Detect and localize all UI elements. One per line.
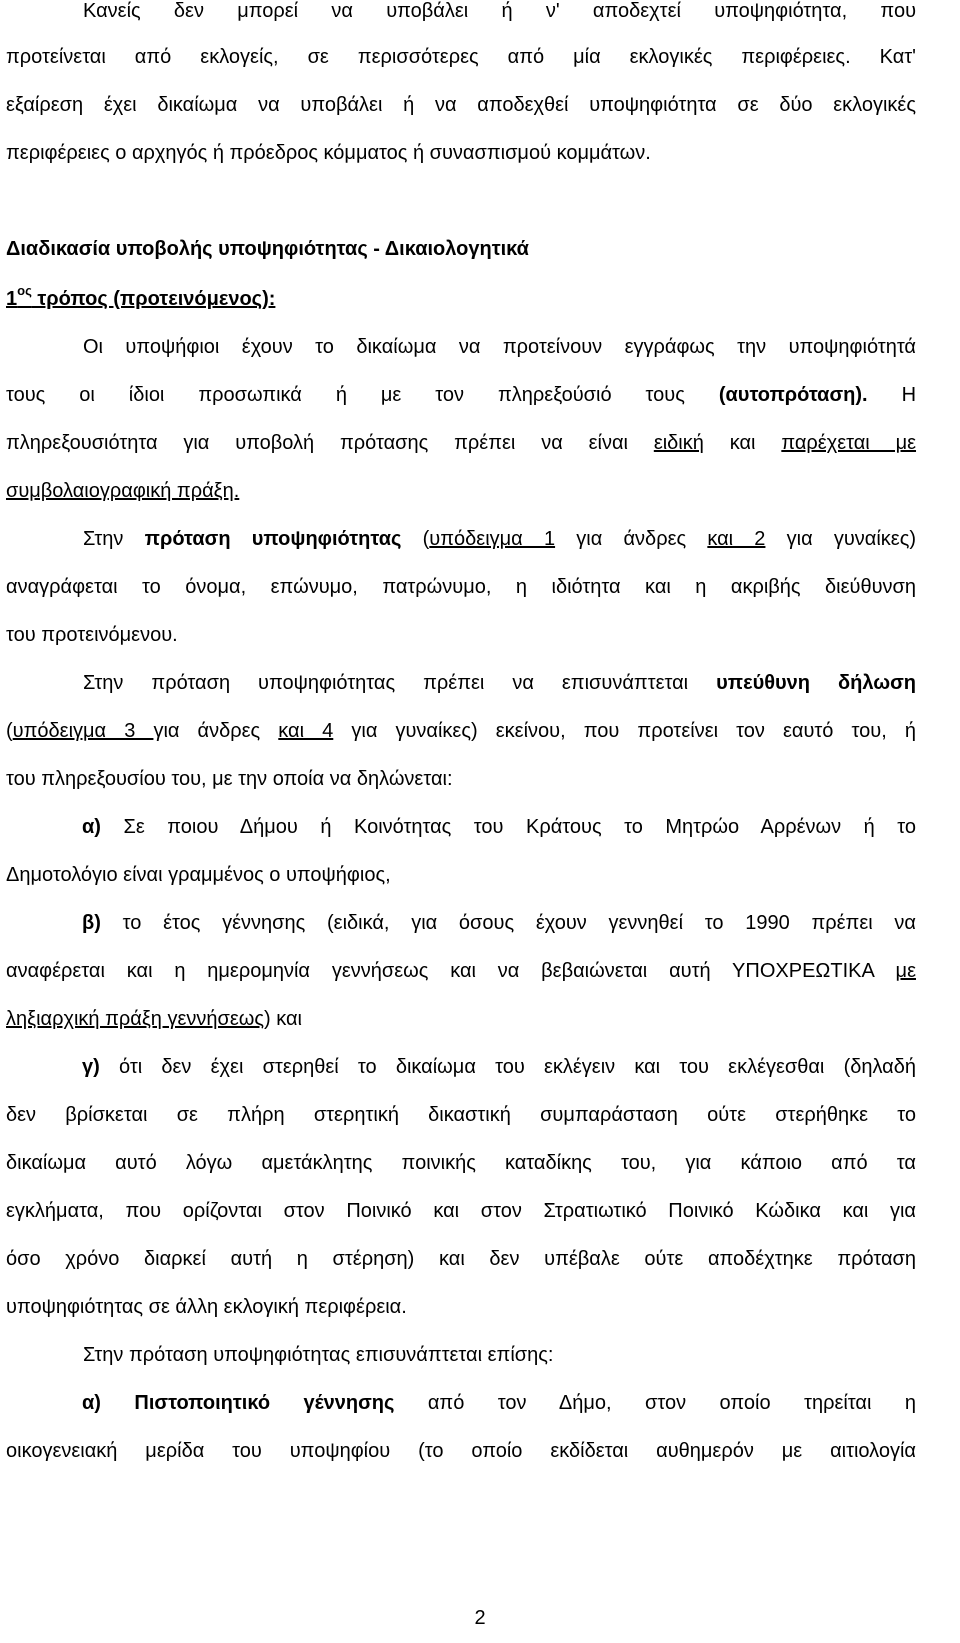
text-line: υποψηφιότητας σε άλλη εκλογική περιφέρεια. [6, 1296, 407, 1318]
text-line: αναφέρεται και η ημερομηνία γεννήσεως και να βεβαιώνεται αυτή ΥΠΟΧΡΕΩΤΙΚΑ με [6, 960, 916, 982]
list-item-c: γ) ότι δεν έχει στερηθεί το δικαίωμα του εκλέγειν και του εκλέγεσθαι (δηλαδή [82, 1056, 917, 1078]
text-line: Στην πρόταση υποψηφιότητας πρέπει να επισυνάπτεται υπεύθυνη δήλωση [83, 672, 917, 694]
list-item-cert: α) Πιστοποιητικό γέννησης από τον Δήμο, στον οποίο τηρείται η [82, 1392, 916, 1414]
text-line: εξαίρεση έχει δικαίωμα να υποβάλει ή να αποδεχθεί υποψηφιότητα σε δύο εκλογικές [6, 94, 916, 116]
text-line: Οι υποψήφιοι έχουν το δικαίωμα να προτείνουν εγγράφως την υποψηφιότητά [83, 336, 916, 358]
text-line: συμβολαιογραφική πράξη. [6, 480, 240, 502]
page-number: 2 [474, 1607, 486, 1629]
text-line: οικογενειακή μερίδα του υποψηφίου (το οποίο εκδίδεται αυθημερόν με αιτιολογία [6, 1440, 916, 1462]
text-line: του προτεινόμενου. [6, 624, 178, 646]
text-line: Κανείς δεν μπορεί να υποβάλει ή ν' αποδεχτεί υποψηφιότητα, που [83, 0, 916, 22]
text-line: αναγράφεται το όνομα, επώνυμο, πατρώνυμο, η ιδιότητα και η ακριβής διεύθυνση [6, 576, 916, 598]
text-line: Στην πρόταση υποψηφιότητας (υπόδειγμα 1 για άνδρες και 2 για γυναίκες) [83, 528, 917, 550]
subsection-heading: $1^{o\varsigma}$ τρόπος (προτεινόμενος): [6, 283, 276, 310]
text-line: ληξιαρχική πράξη γεννήσεως) και [6, 1008, 302, 1030]
text-line: προτείνεται από εκλογείς, σε περισσότερες από μία εκλογικές περιφέρειες. Κατ' [6, 46, 916, 68]
section-heading: Διαδικασία υποβολής υποψηφιότητας - Δικαιολογητικά [6, 238, 529, 260]
text-line: (υπόδειγμα 3 για άνδρες και 4 για γυναίκες) εκείνου, που προτείνει τον εαυτό του, ή [6, 720, 916, 742]
list-item-a: α) Σε ποιου Δήμου ή Κοινότητας του Κράτους το Μητρώο Αρρένων ή το [82, 816, 916, 838]
text-line: του πληρεξουσίου του, με την οποία να δηλώνεται: [6, 768, 453, 790]
text-line: δεν βρίσκεται σε πλήρη στερητική δικαστική συμπαράσταση ούτε στερήθηκε το [6, 1104, 916, 1126]
text-line: δικαίωμα αυτό λόγω αμετάκλητης ποινικής καταδίκης του, για κάποιο από τα [6, 1152, 916, 1174]
text-line: πληρεξουσιότητα για υποβολή πρότασης πρέπει να είναι ειδική και παρέχεται με [6, 432, 917, 454]
text-line: τους οι ίδιοι προσωπικά ή με τον πληρεξούσιό τους (αυτοπρόταση). Η [6, 384, 917, 406]
text-line: Στην πρόταση υποψηφιότητας επισυνάπτεται επίσης: [83, 1344, 554, 1366]
text-line: εγκλήματα, που ορίζονται στον Ποινικό και στον Στρατιωτικό Ποινικό Κώδικα και για [6, 1200, 916, 1222]
text-line: όσο χρόνο διαρκεί αυτή η στέρηση) και δεν υπέβαλε ούτε αποδέχτηκε πρόταση [6, 1248, 916, 1270]
list-item-b: β) το έτος γέννησης (ειδικά, για όσους έχουν γεννηθεί το 1990 πρέπει να [82, 912, 916, 934]
text-line: περιφέρειες ο αρχηγός ή πρόεδρος κόμματος ή συνασπισμού κομμάτων. [6, 142, 651, 164]
text-line: Δημοτολόγιο είναι γραμμένος ο υποψήφιος, [6, 864, 391, 886]
